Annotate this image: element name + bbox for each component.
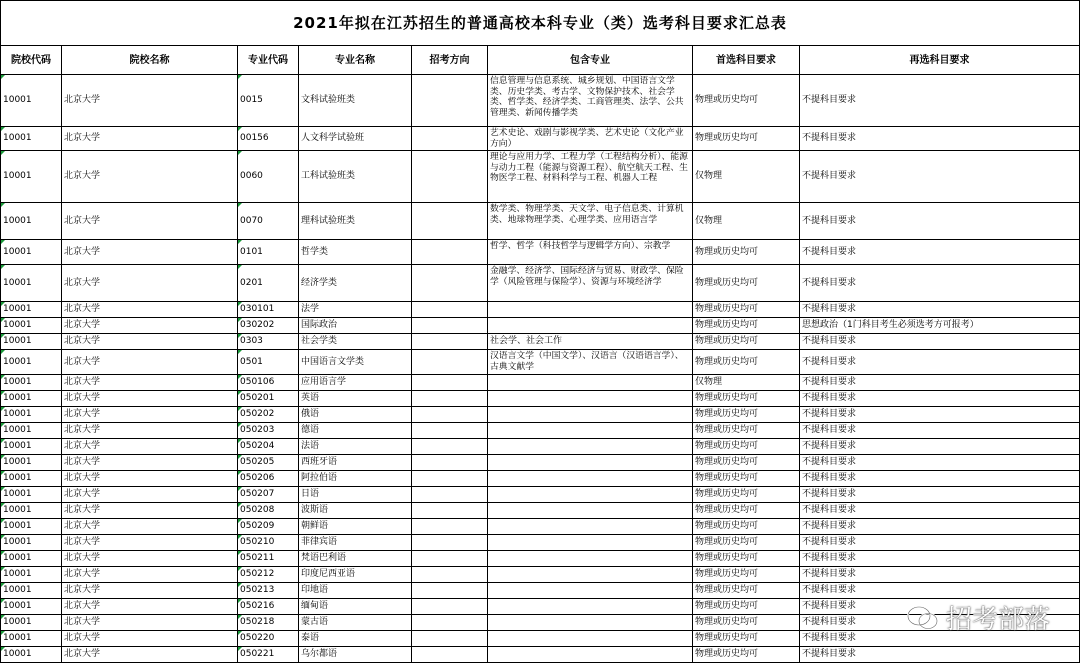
first-subject-cell[interactable]: 物理或历史均可: [693, 455, 800, 471]
included-majors-cell[interactable]: [488, 375, 693, 391]
table-row: [1, 455, 1080, 471]
second-subject-cell[interactable]: 不提科目要求: [800, 599, 1080, 615]
table-row: [1, 203, 1080, 240]
major-name-cell[interactable]: 波斯语: [299, 503, 412, 519]
included-majors-cell[interactable]: [488, 471, 693, 487]
major-name-cell[interactable]: 朝鲜语: [299, 519, 412, 535]
second-subject-cell[interactable]: 不提科目要求: [800, 583, 1080, 599]
second-subject-cell[interactable]: 不提科目要求: [800, 503, 1080, 519]
included-majors-cell[interactable]: [488, 519, 693, 535]
table-row: [1, 519, 1080, 535]
major-name-cell[interactable]: 社会学类: [299, 334, 412, 350]
major-code-cell[interactable]: 050207: [238, 487, 299, 503]
major-name-cell[interactable]: 日语: [299, 487, 412, 503]
direction-cell[interactable]: [412, 439, 488, 455]
col-header: 再选科目要求: [800, 46, 1080, 75]
major-name-cell[interactable]: 应用语言学: [299, 375, 412, 391]
included-majors-cell[interactable]: [488, 567, 693, 583]
school-code-cell[interactable]: 10001: [1, 599, 62, 615]
watermark: [906, 599, 1050, 636]
first-subject-cell[interactable]: 物理或历史均可: [693, 535, 800, 551]
school-code-cell[interactable]: 10001: [1, 567, 62, 583]
first-subject-cell[interactable]: 物理或历史均可: [693, 599, 800, 615]
school-name-cell[interactable]: 北京大学: [62, 318, 238, 334]
school-code-cell[interactable]: 10001: [1, 127, 62, 151]
first-subject-cell[interactable]: 物理或历史均可: [693, 240, 800, 265]
school-name-cell[interactable]: 北京大学: [62, 487, 238, 503]
second-subject-cell[interactable]: 不提科目要求: [800, 240, 1080, 265]
direction-cell[interactable]: [412, 423, 488, 439]
major-code-cell[interactable]: 0101: [238, 240, 299, 265]
school-name-cell[interactable]: 北京大学: [62, 127, 238, 151]
table-row: [1, 647, 1080, 663]
second-subject-cell[interactable]: 不提科目要求: [800, 334, 1080, 350]
included-majors-cell[interactable]: [488, 423, 693, 439]
first-subject-cell[interactable]: 物理或历史均可: [693, 583, 800, 599]
school-name-cell[interactable]: 北京大学: [62, 302, 238, 318]
second-subject-cell[interactable]: 不提科目要求: [800, 375, 1080, 391]
major-code-cell[interactable]: 0070: [238, 203, 299, 240]
school-code-cell[interactable]: 10001: [1, 535, 62, 551]
first-subject-cell[interactable]: 物理或历史均可: [693, 265, 800, 302]
first-subject-cell[interactable]: 仅物理: [693, 151, 800, 203]
first-subject-cell[interactable]: 物理或历史均可: [693, 350, 800, 375]
first-subject-cell[interactable]: 物理或历史均可: [693, 615, 800, 631]
major-name-cell[interactable]: 西班牙语: [299, 455, 412, 471]
included-majors-cell[interactable]: [488, 551, 693, 567]
direction-cell[interactable]: [412, 583, 488, 599]
included-majors-cell[interactable]: 哲学、哲学（科技哲学与逻辑学方向）、宗教学: [488, 240, 693, 265]
school-code-cell[interactable]: 10001: [1, 375, 62, 391]
second-subject-cell[interactable]: 不提科目要求: [800, 647, 1080, 663]
sheet-title: 2021年拟在江苏招生的普通高校本科专业（类）选考科目要求汇总表: [0, 0, 1080, 46]
second-subject-cell[interactable]: 不提科目要求: [800, 487, 1080, 503]
direction-cell[interactable]: [412, 350, 488, 375]
school-name-cell[interactable]: 北京大学: [62, 631, 238, 647]
direction-cell[interactable]: [412, 503, 488, 519]
requirements-table: [0, 45, 1080, 663]
first-subject-cell[interactable]: 物理或历史均可: [693, 302, 800, 318]
included-majors-cell[interactable]: 理论与应用力学、工程力学（工程结构分析）、能源与动力工程（能源与资源工程）、航空航天工程、生物医学工程、材料科学与工程、机器人工程: [488, 151, 693, 203]
table-row: [1, 583, 1080, 599]
first-subject-cell[interactable]: 物理或历史均可: [693, 631, 800, 647]
school-name-cell[interactable]: 北京大学: [62, 647, 238, 663]
major-code-cell[interactable]: 0303: [238, 334, 299, 350]
second-subject-cell[interactable]: 不提科目要求: [800, 471, 1080, 487]
school-name-cell[interactable]: 北京大学: [62, 551, 238, 567]
direction-cell[interactable]: [412, 334, 488, 350]
included-majors-cell[interactable]: [488, 487, 693, 503]
direction-cell[interactable]: [412, 455, 488, 471]
table-row: [1, 503, 1080, 519]
major-code-cell[interactable]: 0501: [238, 350, 299, 375]
table-row: [1, 535, 1080, 551]
second-subject-cell[interactable]: 不提科目要求: [800, 535, 1080, 551]
included-majors-cell[interactable]: [488, 318, 693, 334]
included-majors-cell[interactable]: 金融学、经济学、国际经济与贸易、财政学、保险学（风险管理与保险学）、资源与环境经济学: [488, 265, 693, 302]
col-header: 包含专业: [488, 46, 693, 75]
school-name-cell[interactable]: 北京大学: [62, 334, 238, 350]
major-name-cell[interactable]: 英语: [299, 391, 412, 407]
direction-cell[interactable]: [412, 519, 488, 535]
major-code-cell[interactable]: 050209: [238, 519, 299, 535]
major-code-cell[interactable]: 050211: [238, 551, 299, 567]
first-subject-cell[interactable]: 物理或历史均可: [693, 334, 800, 350]
major-name-cell[interactable]: 印地语: [299, 583, 412, 599]
school-name-cell[interactable]: 北京大学: [62, 203, 238, 240]
school-name-cell[interactable]: 北京大学: [62, 583, 238, 599]
included-majors-cell[interactable]: 社会学、社会工作: [488, 334, 693, 350]
major-code-cell[interactable]: 050202: [238, 407, 299, 423]
table-row: [1, 375, 1080, 391]
major-name-cell[interactable]: 哲学类: [299, 240, 412, 265]
major-code-cell[interactable]: 050208: [238, 503, 299, 519]
second-subject-cell[interactable]: 不提科目要求: [800, 407, 1080, 423]
school-code-cell[interactable]: 10001: [1, 203, 62, 240]
school-name-cell[interactable]: 北京大学: [62, 455, 238, 471]
first-subject-cell[interactable]: 物理或历史均可: [693, 75, 800, 127]
school-code-cell[interactable]: 10001: [1, 318, 62, 334]
school-name-cell[interactable]: 北京大学: [62, 265, 238, 302]
table-row: [1, 439, 1080, 455]
school-code-cell[interactable]: 10001: [1, 503, 62, 519]
included-majors-cell[interactable]: 数学类、物理学类、天文学、电子信息类、计算机类、地球物理学类、心理学类、应用语言学: [488, 203, 693, 240]
second-subject-cell[interactable]: 不提科目要求: [800, 391, 1080, 407]
direction-cell[interactable]: [412, 615, 488, 631]
direction-cell[interactable]: [412, 391, 488, 407]
table-row: [1, 487, 1080, 503]
school-name-cell[interactable]: 北京大学: [62, 151, 238, 203]
school-name-cell[interactable]: 北京大学: [62, 567, 238, 583]
wechat-icon: [906, 604, 940, 632]
table-row: [1, 240, 1080, 265]
first-subject-cell[interactable]: 物理或历史均可: [693, 407, 800, 423]
school-name-cell[interactable]: 北京大学: [62, 439, 238, 455]
major-name-cell[interactable]: 中国语言文学类: [299, 350, 412, 375]
major-code-cell[interactable]: 0060: [238, 151, 299, 203]
major-code-cell[interactable]: 050204: [238, 439, 299, 455]
school-name-cell[interactable]: 北京大学: [62, 350, 238, 375]
major-code-cell[interactable]: 050218: [238, 615, 299, 631]
included-majors-cell[interactable]: [488, 583, 693, 599]
table-row: [1, 302, 1080, 318]
included-majors-cell[interactable]: [488, 599, 693, 615]
direction-cell[interactable]: [412, 407, 488, 423]
second-subject-cell[interactable]: 不提科目要求: [800, 265, 1080, 302]
major-name-cell[interactable]: 蒙古语: [299, 615, 412, 631]
school-code-cell[interactable]: 10001: [1, 519, 62, 535]
included-majors-cell[interactable]: 信息管理与信息系统、城乡规划、中国语言文学类、历史学类、考古学、文物保护技术、社会学类、哲学类、经济学类、工商管理类、法学、公共管理类、新闻传播学类: [488, 75, 693, 127]
col-header: 专业名称: [299, 46, 412, 75]
school-code-cell[interactable]: 10001: [1, 583, 62, 599]
major-code-cell[interactable]: 050203: [238, 423, 299, 439]
included-majors-cell[interactable]: [488, 439, 693, 455]
second-subject-cell[interactable]: 不提科目要求: [800, 203, 1080, 240]
school-name-cell[interactable]: 北京大学: [62, 615, 238, 631]
school-name-cell[interactable]: 北京大学: [62, 391, 238, 407]
first-subject-cell[interactable]: 物理或历史均可: [693, 567, 800, 583]
major-name-cell[interactable]: 法语: [299, 439, 412, 455]
major-code-cell[interactable]: 050201: [238, 391, 299, 407]
second-subject-cell[interactable]: 不提科目要求: [800, 615, 1080, 631]
school-code-cell[interactable]: 10001: [1, 350, 62, 375]
included-majors-cell[interactable]: 汉语言文学（中国文学）、汉语言（汉语语言学）、古典文献学: [488, 350, 693, 375]
table-row: [1, 407, 1080, 423]
direction-cell[interactable]: [412, 631, 488, 647]
school-name-cell[interactable]: 北京大学: [62, 407, 238, 423]
included-majors-cell[interactable]: [488, 407, 693, 423]
table-row: [1, 567, 1080, 583]
table-row: [1, 391, 1080, 407]
direction-cell[interactable]: [412, 487, 488, 503]
school-name-cell[interactable]: 北京大学: [62, 503, 238, 519]
school-name-cell[interactable]: 北京大学: [62, 519, 238, 535]
watermark-text: 招考部落: [945, 605, 1050, 635]
major-name-cell[interactable]: 乌尔都语: [299, 647, 412, 663]
second-subject-cell[interactable]: 不提科目要求: [800, 75, 1080, 127]
school-code-cell[interactable]: 10001: [1, 487, 62, 503]
major-name-cell[interactable]: 法学: [299, 302, 412, 318]
col-header: 专业代码: [238, 46, 299, 75]
first-subject-cell[interactable]: 物理或历史均可: [693, 551, 800, 567]
direction-cell[interactable]: [412, 567, 488, 583]
col-header: 院校代码: [1, 46, 62, 75]
second-subject-cell[interactable]: 不提科目要求: [800, 302, 1080, 318]
major-code-cell[interactable]: 050221: [238, 647, 299, 663]
major-name-cell[interactable]: 文科试验班类: [299, 75, 412, 127]
major-name-cell[interactable]: 菲律宾语: [299, 535, 412, 551]
first-subject-cell[interactable]: 物理或历史均可: [693, 127, 800, 151]
first-subject-cell[interactable]: 物理或历史均可: [693, 487, 800, 503]
major-code-cell[interactable]: 0201: [238, 265, 299, 302]
first-subject-cell[interactable]: 物理或历史均可: [693, 391, 800, 407]
second-subject-cell[interactable]: 不提科目要求: [800, 127, 1080, 151]
major-name-cell[interactable]: 国际政治: [299, 318, 412, 334]
second-subject-cell[interactable]: 不提科目要求: [800, 350, 1080, 375]
school-code-cell[interactable]: 10001: [1, 615, 62, 631]
direction-cell[interactable]: [412, 75, 488, 127]
direction-cell[interactable]: [412, 551, 488, 567]
school-code-cell[interactable]: 10001: [1, 151, 62, 203]
major-name-cell[interactable]: 经济学类: [299, 265, 412, 302]
direction-cell[interactable]: [412, 375, 488, 391]
major-code-cell[interactable]: 050210: [238, 535, 299, 551]
major-code-cell[interactable]: 050205: [238, 455, 299, 471]
major-name-cell[interactable]: 德语: [299, 423, 412, 439]
table-row: [1, 151, 1080, 203]
school-code-cell[interactable]: 10001: [1, 647, 62, 663]
direction-cell[interactable]: [412, 302, 488, 318]
table-row: [1, 551, 1080, 567]
table-row: [1, 75, 1080, 127]
school-name-cell[interactable]: 北京大学: [62, 423, 238, 439]
table-row: [1, 423, 1080, 439]
included-majors-cell[interactable]: [488, 391, 693, 407]
first-subject-cell[interactable]: 物理或历史均可: [693, 471, 800, 487]
col-header: 院校名称: [62, 46, 238, 75]
major-code-cell[interactable]: 00156: [238, 127, 299, 151]
major-code-cell[interactable]: 030101: [238, 302, 299, 318]
school-code-cell[interactable]: 10001: [1, 75, 62, 127]
direction-cell[interactable]: [412, 127, 488, 151]
school-name-cell[interactable]: 北京大学: [62, 240, 238, 265]
school-code-cell[interactable]: 10001: [1, 551, 62, 567]
major-name-cell[interactable]: 缅甸语: [299, 599, 412, 615]
school-code-cell[interactable]: 10001: [1, 302, 62, 318]
included-majors-cell[interactable]: [488, 302, 693, 318]
first-subject-cell[interactable]: 物理或历史均可: [693, 519, 800, 535]
first-subject-cell[interactable]: 仅物理: [693, 203, 800, 240]
second-subject-cell[interactable]: 不提科目要求: [800, 567, 1080, 583]
included-majors-cell[interactable]: [488, 503, 693, 519]
school-code-cell[interactable]: 10001: [1, 631, 62, 647]
col-header: 首选科目要求: [693, 46, 800, 75]
table-row: [1, 265, 1080, 302]
second-subject-cell[interactable]: 不提科目要求: [800, 423, 1080, 439]
school-code-cell[interactable]: 10001: [1, 471, 62, 487]
second-subject-cell[interactable]: 不提科目要求: [800, 455, 1080, 471]
first-subject-cell[interactable]: 仅物理: [693, 375, 800, 391]
direction-cell[interactable]: [412, 151, 488, 203]
school-name-cell[interactable]: 北京大学: [62, 535, 238, 551]
table-row: [1, 471, 1080, 487]
school-code-cell[interactable]: 10001: [1, 265, 62, 302]
major-name-cell[interactable]: 阿拉伯语: [299, 471, 412, 487]
included-majors-cell[interactable]: 艺术史论、戏剧与影视学类、艺术史论（文化产业方向）: [488, 127, 693, 151]
first-subject-cell[interactable]: 物理或历史均可: [693, 647, 800, 663]
school-code-cell[interactable]: 10001: [1, 455, 62, 471]
school-code-cell[interactable]: 10001: [1, 423, 62, 439]
major-code-cell[interactable]: 050220: [238, 631, 299, 647]
table-row: [1, 127, 1080, 151]
school-name-cell[interactable]: 北京大学: [62, 599, 238, 615]
major-name-cell[interactable]: 工科试验班类: [299, 151, 412, 203]
included-majors-cell[interactable]: [488, 455, 693, 471]
major-code-cell[interactable]: 050216: [238, 599, 299, 615]
direction-cell[interactable]: [412, 240, 488, 265]
major-name-cell[interactable]: 人文科学试验班: [299, 127, 412, 151]
included-majors-cell[interactable]: [488, 535, 693, 551]
included-majors-cell[interactable]: [488, 647, 693, 663]
direction-cell[interactable]: [412, 599, 488, 615]
first-subject-cell[interactable]: 物理或历史均可: [693, 503, 800, 519]
major-name-cell[interactable]: 俄语: [299, 407, 412, 423]
second-subject-cell[interactable]: 不提科目要求: [800, 151, 1080, 203]
second-subject-cell[interactable]: 不提科目要求: [800, 439, 1080, 455]
first-subject-cell[interactable]: 物理或历史均可: [693, 318, 800, 334]
direction-cell[interactable]: [412, 647, 488, 663]
table-row: [1, 334, 1080, 350]
direction-cell[interactable]: [412, 265, 488, 302]
direction-cell[interactable]: [412, 318, 488, 334]
major-name-cell[interactable]: 泰语: [299, 631, 412, 647]
school-name-cell[interactable]: 北京大学: [62, 471, 238, 487]
major-code-cell[interactable]: 050206: [238, 471, 299, 487]
school-code-cell[interactable]: 10001: [1, 240, 62, 265]
major-code-cell[interactable]: 050213: [238, 583, 299, 599]
second-subject-cell[interactable]: 不提科目要求: [800, 631, 1080, 647]
major-name-cell[interactable]: 印度尼西亚语: [299, 567, 412, 583]
school-code-cell[interactable]: 10001: [1, 391, 62, 407]
second-subject-cell[interactable]: 不提科目要求: [800, 551, 1080, 567]
header-row: [1, 46, 1080, 75]
first-subject-cell[interactable]: 物理或历史均可: [693, 439, 800, 455]
school-name-cell[interactable]: 北京大学: [62, 375, 238, 391]
major-code-cell[interactable]: 030202: [238, 318, 299, 334]
second-subject-cell[interactable]: 思想政治（1门科目考生必须选考方可报考）: [800, 318, 1080, 334]
col-header: 招考方向: [412, 46, 488, 75]
second-subject-cell[interactable]: 不提科目要求: [800, 519, 1080, 535]
first-subject-cell[interactable]: 物理或历史均可: [693, 423, 800, 439]
school-name-cell[interactable]: 北京大学: [62, 75, 238, 127]
major-code-cell[interactable]: 050106: [238, 375, 299, 391]
major-name-cell[interactable]: 理科试验班类: [299, 203, 412, 240]
included-majors-cell[interactable]: [488, 631, 693, 647]
table-row: [1, 318, 1080, 334]
major-code-cell[interactable]: 0015: [238, 75, 299, 127]
major-name-cell[interactable]: 梵语巴利语: [299, 551, 412, 567]
included-majors-cell[interactable]: [488, 615, 693, 631]
school-code-cell[interactable]: 10001: [1, 334, 62, 350]
major-code-cell[interactable]: 050212: [238, 567, 299, 583]
direction-cell[interactable]: [412, 471, 488, 487]
school-code-cell[interactable]: 10001: [1, 407, 62, 423]
table-row: [1, 350, 1080, 375]
direction-cell[interactable]: [412, 535, 488, 551]
direction-cell[interactable]: [412, 203, 488, 240]
school-code-cell[interactable]: 10001: [1, 439, 62, 455]
